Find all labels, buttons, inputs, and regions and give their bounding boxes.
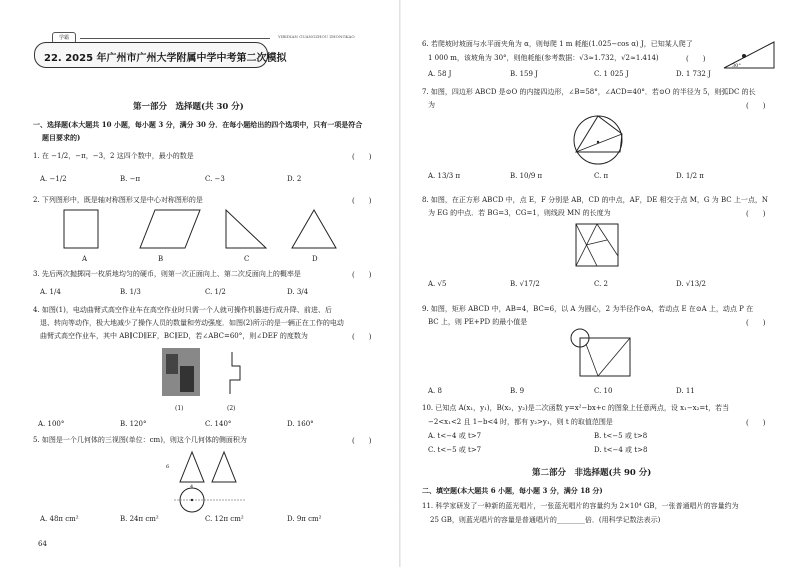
q2-stem: 2. 下列图形中，既是轴对称图形又是中心对称图形的是	[33, 196, 203, 204]
q6-slope-figure	[722, 40, 776, 70]
part2-heading: 第二部分 非选择题(共 90 分)	[532, 468, 652, 478]
q9-rectangle-figure	[564, 328, 636, 382]
q4-line-2: 退、转向等动作，极大地减少了操作人员的数量和劳动强度．如图(2)所示的是一辆正在工作的电动	[40, 319, 344, 327]
q7-line-1: 7. 如图，四边形 ABCD 是⊙O 的内接四边形，∠B=58°，∠ACD=40°．若⊙O 的半径为 5，则弧DC 的长	[422, 88, 756, 96]
q3-option-a[interactable]: A. 1/4	[40, 288, 61, 296]
q5-option-c[interactable]: C. 12π cm²	[205, 515, 244, 523]
q1-answer-slot: ( )	[352, 153, 372, 161]
q4-line-1: 4. 如图(1)，电动曲臂式高空作业车在高空作业时只需一个人就可操作机器进行成升降、前进、后	[33, 306, 332, 314]
q4-line-3: 曲臂式高空作业车，其中 AB∥CD∥EF，BC∥ED，若∠ABC=60°，则∠DEF 的度数为	[40, 332, 308, 340]
q10-line-1: 10. 已知点 A(x₁，y₁)，B(x₂，y₂)是二次函数 y=x²−bx+c 的图象上任意两点，设 x₁−x₂=t，若当	[422, 404, 730, 412]
right-page	[400, 0, 800, 567]
right-triangle-shape	[226, 210, 266, 248]
brand-logo: 学霸	[52, 32, 76, 44]
q4-figures	[158, 346, 258, 402]
q5-option-a[interactable]: A. 48π cm²	[40, 515, 79, 523]
part1-intro-2: 题目要求的)	[42, 133, 81, 142]
q1-option-a[interactable]: A. −1/2	[40, 175, 67, 183]
q1-stem: 1. 在 −1/2，−π，−3，2 这四个数中，最小的数是	[33, 152, 194, 160]
q4-option-a[interactable]: A. 100°	[38, 420, 65, 428]
q7-circle-figure	[568, 112, 630, 168]
q6-option-b[interactable]: B. 159 J	[510, 70, 538, 78]
q5-three-views	[172, 448, 248, 520]
q9-option-a[interactable]: A. 8	[428, 387, 442, 395]
q4-option-d[interactable]: D. 160°	[287, 420, 314, 428]
q5-option-b[interactable]: B. 24π cm²	[120, 515, 159, 523]
q9-answer-slot: ( )	[746, 319, 766, 327]
parallelogram-shape	[140, 210, 200, 248]
q3-option-c[interactable]: C. 1/2	[205, 288, 226, 296]
q9-option-c[interactable]: C. 10	[594, 387, 613, 395]
q4-caption-1: (1)	[175, 405, 184, 412]
q3-option-d[interactable]: D. 3/4	[287, 288, 309, 296]
q6-answer-slot: ( )	[686, 55, 706, 63]
exam-title: 22. 2025 年广州市广州大学附属中学中考第二次模拟	[44, 53, 287, 64]
q10-option-b[interactable]: B. t<−5 或 t>8	[594, 432, 648, 440]
q11-line-1: 11. 科学家研发了一种新的蓝光唱片，一张蓝光唱片的容量约为 2×10⁴ GB，一张普通唱片的容量约为	[422, 502, 739, 510]
part1-heading: 第一部分 选择题(共 30 分)	[133, 102, 244, 112]
climber-icon	[742, 54, 746, 58]
square-shape	[64, 210, 98, 248]
part1-intro-1: 一、选择题(本大题共 10 小题，每小题 3 分，满分 30 分．在每小题给出的四个选项中，只有一项是符合	[33, 120, 363, 129]
q8-line-1: 8. 如图，在正方形 ABCD 中，点 E，F 分别是 AB，CD 的中点，AF，DE 相交于点 M，G 为 BC 上一点，N	[422, 196, 768, 204]
header-rule	[80, 38, 270, 39]
q7-option-c[interactable]: C. π	[594, 172, 609, 180]
q10-option-c[interactable]: C. t<−5 或 t>7	[428, 446, 482, 454]
q8-option-d[interactable]: D. √13/2	[676, 280, 706, 288]
parallel-lines-diagram	[230, 352, 240, 394]
q9-option-d[interactable]: D. 11	[676, 387, 695, 395]
q1-option-c[interactable]: C. −3	[205, 175, 225, 183]
q5-option-d[interactable]: D. 9π cm²	[287, 515, 322, 523]
square-abcd	[576, 224, 618, 266]
q8-option-a[interactable]: A. √5	[428, 280, 447, 288]
q6-line-1: 6. 若爬坡时坡面与水平面夹角为 α，则每爬 1 m 耗能(1.025−cos α) J，已知某人爬了	[422, 40, 693, 48]
q6-angle-label: 30°	[732, 63, 741, 69]
front-view	[180, 452, 204, 482]
q6-option-c[interactable]: C. 1 025 J	[594, 70, 629, 78]
circle-o	[574, 116, 622, 164]
q9-option-b[interactable]: B. 9	[510, 387, 525, 395]
q2-option-c[interactable]: C	[244, 255, 250, 263]
header-code: YIBIDIAN GUANGZHOU ZHONGKAO	[278, 34, 355, 39]
q3-stem: 3. 先后两次抛掷同一枚质地均匀的硬币，则第一次正面向上、第二次反面向上的概率是	[33, 270, 301, 278]
q3-answer-slot: ( )	[352, 271, 372, 279]
q7-option-a[interactable]: A. 13/3 π	[428, 172, 461, 180]
q8-line-2: 为 EG 的中点．若 BG=3，CG=1，则线段 MN 的长度为	[428, 209, 611, 217]
q11-line-2: 25 GB，则蓝光唱片的容量是普通唱片的________倍．(用科学记数法表示)	[430, 516, 661, 524]
q3-option-b[interactable]: B. 1/3	[120, 288, 141, 296]
q8-answer-slot: ( )	[746, 210, 766, 218]
q7-line-2: 为	[428, 101, 435, 109]
q4-answer-slot: ( )	[352, 333, 372, 341]
page-number: 64	[38, 540, 47, 548]
q10-line-2: −2<x₁<2 且 1−b<4 时，都有 y₂>y₁，则 t 的取值范围是	[428, 418, 613, 426]
q8-option-c[interactable]: C. 2	[594, 280, 609, 288]
q2-option-a[interactable]: A	[82, 255, 88, 263]
q10-option-d[interactable]: D. t<−4 或 t>8	[594, 446, 648, 454]
q2-option-b[interactable]: B	[158, 255, 164, 263]
q2-shapes	[60, 206, 350, 254]
q5-dim-4: 4	[190, 484, 194, 490]
q6-option-a[interactable]: A. 58 J	[428, 70, 452, 78]
q8-option-b[interactable]: B. √17/2	[510, 280, 540, 288]
isosceles-triangle-shape	[292, 210, 336, 248]
q4-caption-2: (2)	[227, 405, 236, 412]
q4-option-c[interactable]: C. 140°	[205, 420, 232, 428]
q2-option-d[interactable]: D	[312, 255, 318, 263]
q10-option-a[interactable]: A. t<−4 或 t>7	[428, 432, 482, 440]
q1-option-b[interactable]: B. −π	[120, 175, 141, 183]
q4-option-b[interactable]: B. 120°	[120, 420, 147, 428]
q9-line-2: BC 上，则 PE+PD 的最小值是	[428, 318, 528, 326]
q5-stem: 5. 如图是一个几何体的三视图(单位：cm)，则这个几何体的侧面积为	[33, 436, 247, 444]
q1-option-d[interactable]: D. 2	[287, 175, 302, 183]
q7-answer-slot: ( )	[746, 102, 766, 110]
part2-intro: 二、填空题(本大题共 6 小题，每小题 3 分，满分 18 分)	[422, 486, 603, 495]
q6-option-d[interactable]: D. 1 732 J	[676, 70, 711, 78]
q10-answer-slot: ( )	[746, 419, 766, 427]
q8-square-figure	[572, 220, 622, 272]
q5-dim-6: 6	[166, 464, 170, 470]
q2-answer-slot: ( )	[352, 197, 372, 205]
q7-option-b[interactable]: B. 10/9 π	[510, 172, 543, 180]
q6-line-2: 1 000 m，该坡角为 30°，则他耗能(参考数据：√3≈1.732，√2≈1.414)	[428, 54, 659, 62]
q9-line-1: 9. 如图，矩形 ABCD 中，AB=4，BC=6，以 A 为圆心，2 为半径作⊙A，若动点 E 在⊙A 上，动点 P 在	[422, 305, 754, 313]
q7-option-d[interactable]: D. 1/2 π	[676, 172, 704, 180]
side-view	[212, 452, 236, 482]
q5-answer-slot: ( )	[352, 437, 372, 445]
